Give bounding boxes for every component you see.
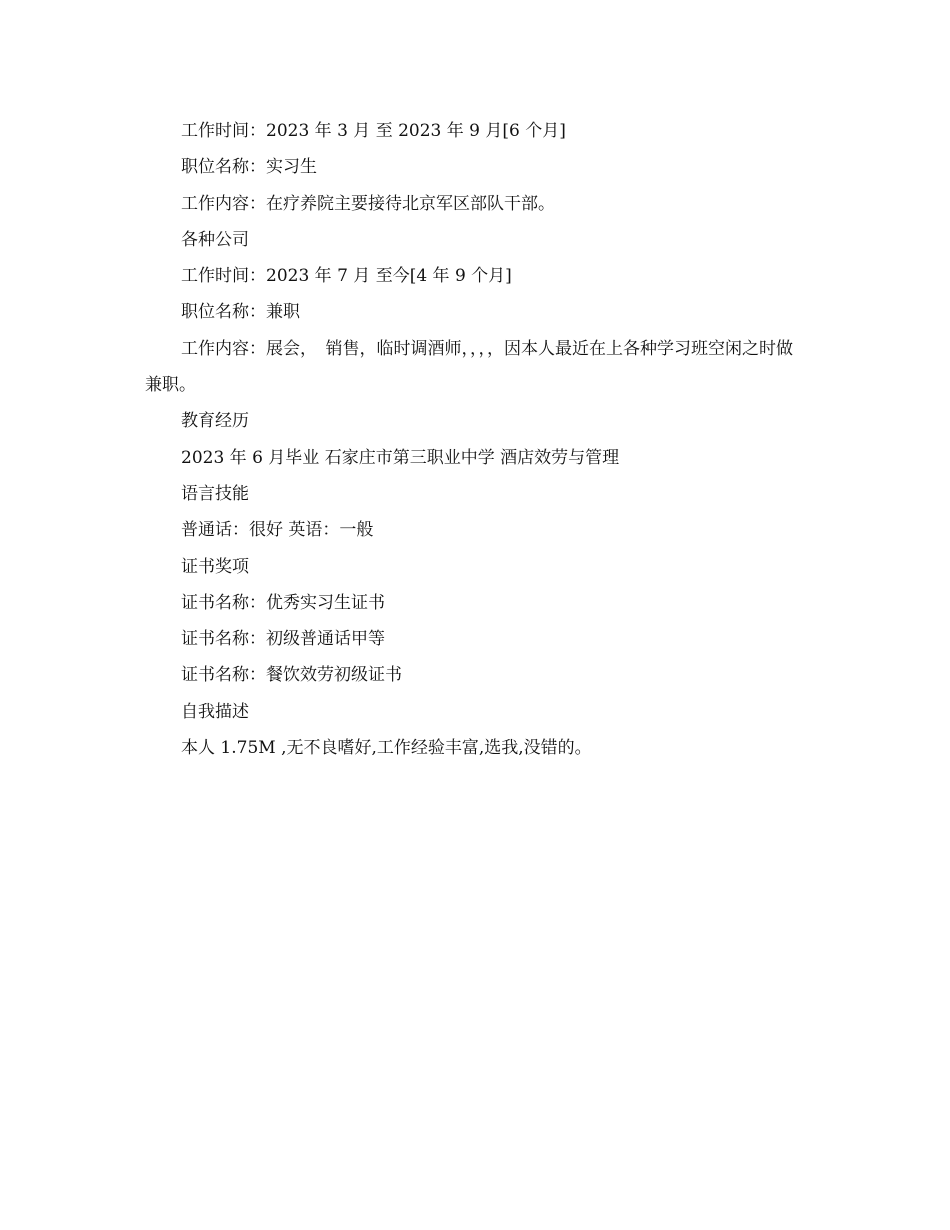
job-content: 工作内容：展会， 销售，临时调酒师，，，，因本人最近在上各种学习班空闲之时做兼职。 — [145, 338, 793, 396]
self-description-heading: 自我描述 — [181, 701, 249, 722]
job-content: 工作内容：在疗养院主要接待北京军区部队干部。 — [181, 193, 555, 214]
language-heading: 语言技能 — [181, 483, 249, 504]
certificate-item: 证书名称：初级普通话甲等 — [181, 629, 385, 650]
job-time: 工作时间：2023 年 3 月 至 2023 年 9 月[6 个月] — [181, 121, 566, 141]
job-position: 职位名称：实习生 — [181, 157, 317, 178]
resume-body — [145, 113, 805, 766]
education-heading: 教育经历 — [181, 411, 249, 432]
job-position: 职位名称：兼职 — [181, 302, 300, 323]
certificate-item: 证书名称：优秀实习生证书 — [181, 592, 385, 613]
certificate-item: 证书名称：餐饮效劳初级证书 — [181, 665, 402, 686]
self-description-entry: 本人 1.75M ,无不良嗜好,工作经验丰富,选我,没错的。 — [181, 738, 592, 759]
company-name: 各种公司 — [181, 229, 249, 250]
job-time: 工作时间：2023 年 7 月 至今[4 年 9 个月] — [181, 266, 512, 287]
education-entry: 2023 年 6 月毕业 石家庄市第三职业中学 酒店效劳与管理 — [181, 447, 620, 468]
language-entry: 普通话：很好 英语：一般 — [181, 520, 374, 541]
certificates-heading: 证书奖项 — [181, 556, 249, 577]
